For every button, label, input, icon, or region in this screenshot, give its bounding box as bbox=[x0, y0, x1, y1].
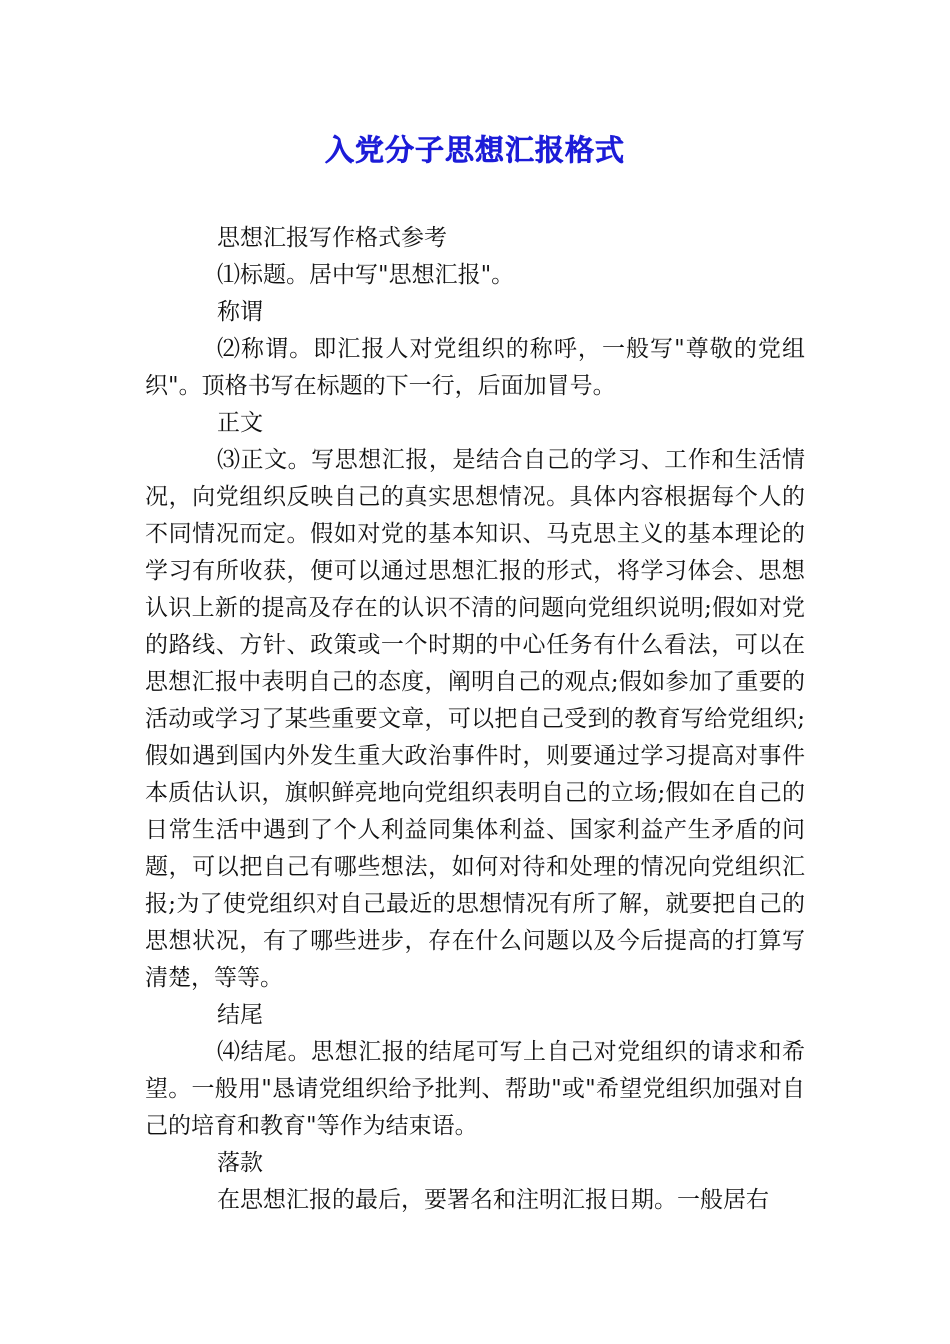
paragraph-body-rule: ⑶正文。写思想汇报，是结合自己的学习、工作和生活情况，向党组织反映自己的真实思想情况。具体内容根据每个人的不同情况而定。假如对党的基本知识、马克思主义的基本理论的学习有所收获，便可以通过思想汇报的形式，将学习体会、思想认识上新的提高及存在的认识不清的问题向党组织说明;假如对党的路线、方针、政策或一个时期的中心任务有什么看法，可以在思想汇报中表明自己的态度，阐明自己的观点;假如参加了重要的活动或学习了某些重要文章，可以把自己受到的教育写给党组织;假如遇到国内外发生重大政治事件时，则要通过学习提高对事件本质估认识，旗帜鲜亮地向党组织表明自己的立场;假如在自己的日常生活中遇到了个人利益同集体利益、国家利益产生矛盾的问题，可以把自己有哪些想法，如何对待和处理的情况向党组织汇报;为了使党组织对自己最近的思想情况有所了解，就要把自己的思想状况，有了哪些进步，存在什么问题以及今后提高的打算写清楚，等等。 bbox=[145, 447, 805, 991]
paragraph-ending-rule: ⑷结尾。思想汇报的结尾可写上自己对党组织的请求和希望。一般用"恳请党组织给予批判、帮助"或"希望党组织加强对自己的培育和教育"等作为结束语。 bbox=[145, 1039, 805, 1139]
section-heading-salutation: 称谓 bbox=[217, 299, 263, 325]
section-heading-body: 正文 bbox=[217, 410, 263, 436]
document-title: 入党分子思想汇报格式 bbox=[324, 133, 625, 167]
section-heading-ending: 结尾 bbox=[217, 1002, 263, 1028]
section-heading-signature: 落款 bbox=[217, 1150, 263, 1176]
paragraph-intro: 思想汇报写作格式参考 bbox=[217, 225, 447, 251]
paragraph-salutation-rule: ⑵称谓。即汇报人对党组织的称呼，一般写"尊敬的党组织"。顶格书写在标题的下一行，后面加冒号。 bbox=[145, 336, 805, 399]
paragraph-title-rule: ⑴标题。居中写"思想汇报"。 bbox=[217, 262, 515, 288]
document-body bbox=[145, 220, 805, 1219]
paragraph-signature-rule: 在思想汇报的最后，要署名和注明汇报日期。一般居右 bbox=[217, 1187, 769, 1213]
